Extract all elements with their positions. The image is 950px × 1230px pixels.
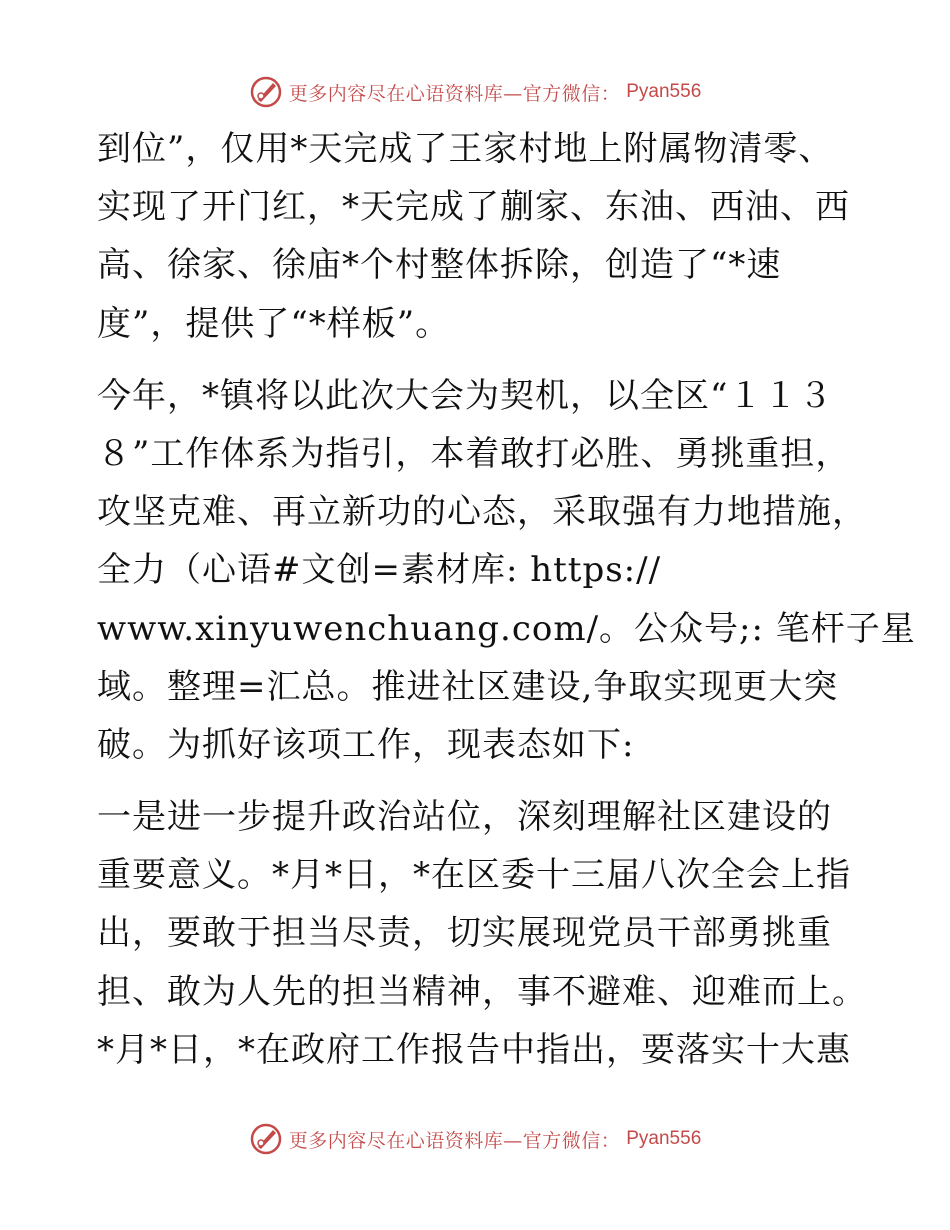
brush-logo-icon xyxy=(249,1122,283,1156)
paragraph-1 xyxy=(97,120,850,353)
header-watermark xyxy=(0,72,950,112)
text-line: 破。为抓好该项工作，现表态如下: xyxy=(97,724,635,765)
text-line: www.xinyuwenchuang.com/。公众号;: 笔杆子星 xyxy=(97,608,916,649)
text-line: 高、徐家、徐庙*个村整体拆除，创造了“*速 xyxy=(97,245,782,286)
text-line: *月*日，*在政府工作报告中指出，要落实十大惠 xyxy=(97,1029,851,1070)
brush-logo-icon xyxy=(249,75,283,109)
text-line: 实现了开门红，*天完成了蒯家、东油、西油、西 xyxy=(97,187,850,228)
text-line: 一是进一步提升政治站位，深刻理解社区建设的 xyxy=(97,797,832,838)
text-line: 重要意义。*月*日，*在区委十三届八次全会上指 xyxy=(97,855,851,896)
document-body xyxy=(97,120,916,1079)
paragraph-2 xyxy=(97,367,916,774)
watermark-wechat-id: Pyan556 xyxy=(626,81,702,102)
watermark-text: 更多内容尽在心语资料库—官方微信： xyxy=(288,1129,621,1152)
footer-watermark xyxy=(0,1119,950,1159)
text-line: 担、敢为人先的担当精神，事不避难、迎难而上。 xyxy=(97,971,867,1012)
text-line: 度”，提供了“*样板”。 xyxy=(97,303,451,344)
text-line: 全力（心语#文创=素材库: https:// xyxy=(97,550,662,591)
text-line: 域。整理=汇总。推进社区建设,争取实现更大突 xyxy=(97,666,839,707)
text-line: 攻坚克难、再立新功的心态，采取强有力地措施， xyxy=(97,492,867,533)
paragraph-3 xyxy=(97,788,867,1079)
text-line: 今年，*镇将以此次大会为契机，以全区“１１３ xyxy=(97,375,834,416)
text-line: 到位”，仅用*天完成了王家村地上附属物清零、 xyxy=(97,129,834,169)
watermark-text: 更多内容尽在心语资料库—官方微信： xyxy=(288,82,621,105)
watermark-wechat-id: Pyan556 xyxy=(626,1128,702,1149)
text-line: 出，要敢于担当尽责，切实展现党员干部勇挑重 xyxy=(97,913,832,954)
text-line: ８”工作体系为指引，本着敢打必胜、勇挑重担， xyxy=(97,433,851,474)
